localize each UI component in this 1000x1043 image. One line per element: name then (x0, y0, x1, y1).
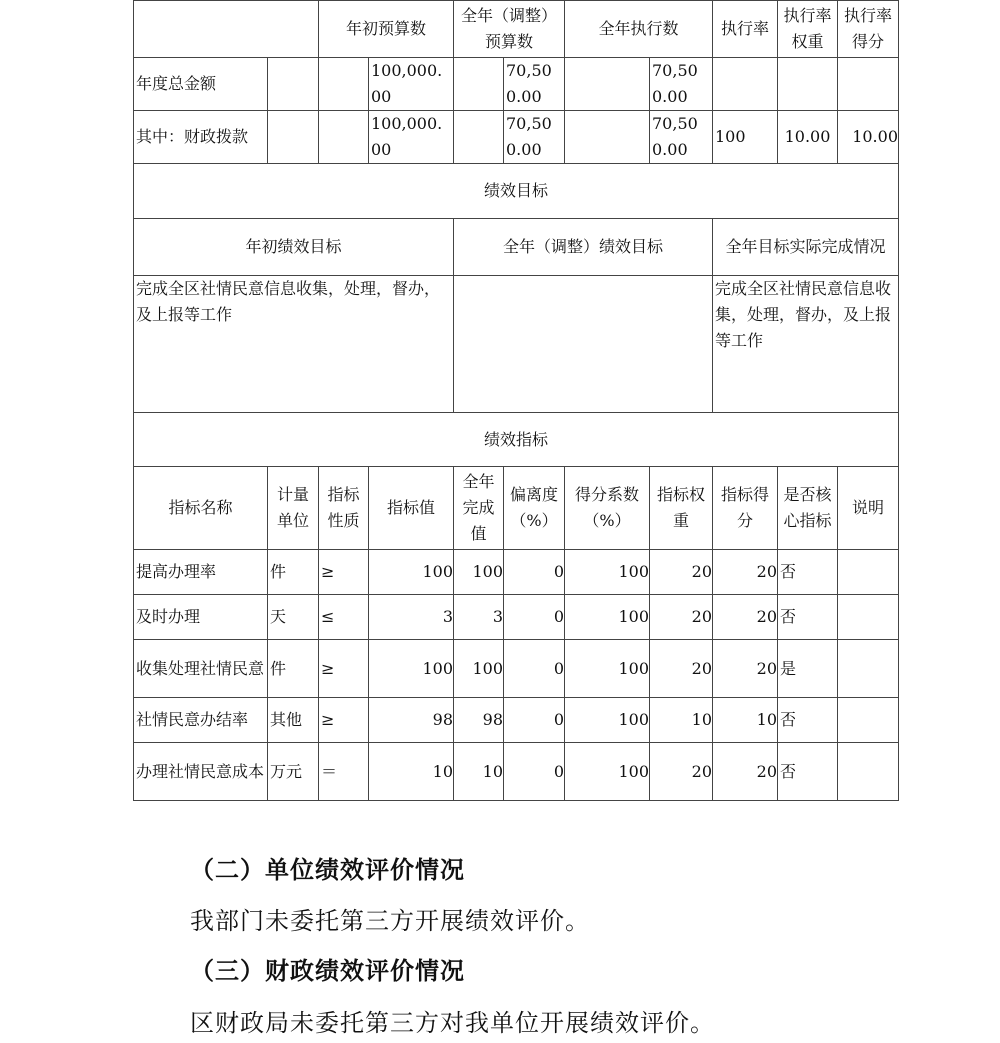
indicator-header: 全年完成值 (454, 467, 504, 550)
indicator-name: 提高办理率 (134, 550, 268, 595)
budget-adjusted-value: 70,500.00 (504, 58, 565, 111)
indicator-row (134, 640, 899, 698)
budget-row-label: 其中：财政拨款 (134, 111, 268, 164)
indicator-unit: 天 (268, 595, 319, 640)
indicator-header: 指标得分 (713, 467, 778, 550)
performance-table (133, 0, 899, 801)
budget-header-blank (134, 1, 319, 58)
goals-section-title: 绩效目标 (134, 164, 899, 219)
indicator-weight: 20 (650, 595, 713, 640)
indicator-coefficient: 100 (565, 595, 650, 640)
indicator-nature: ≥ (319, 550, 369, 595)
indicator-deviation: 0 (504, 550, 565, 595)
indicator-nature: ≥ (319, 698, 369, 743)
budget-initial-value: 100,000.00 (369, 111, 454, 164)
indicator-header: 说明 (838, 467, 899, 550)
indicator-core: 否 (778, 595, 838, 640)
budget-blank-cell (454, 58, 504, 111)
indicator-weight: 10 (650, 698, 713, 743)
indicator-note (838, 595, 899, 640)
indicators-header-row (134, 467, 899, 550)
indicator-header: 是否核心指标 (778, 467, 838, 550)
adjusted-goal-text (454, 276, 713, 413)
indicator-header: 计量单位 (268, 467, 319, 550)
goals-header-row (134, 219, 899, 276)
actual-completion-header: 全年目标实际完成情况 (713, 219, 899, 276)
indicator-actual: 100 (454, 640, 504, 698)
indicator-score: 20 (713, 550, 778, 595)
indicator-actual: 3 (454, 595, 504, 640)
initial-goal-header: 年初绩效目标 (134, 219, 454, 276)
budget-score-value: 10.00 (838, 111, 899, 164)
indicator-nature: ≤ (319, 595, 369, 640)
execution-rate-header: 执行率 (713, 1, 778, 58)
unit-eval-text: 我部门未委托第三方开展绩效评价。 (190, 907, 590, 935)
indicator-score: 20 (713, 640, 778, 698)
budget-executed-value: 70,500.00 (650, 58, 713, 111)
budget-blank-cell (268, 58, 319, 111)
indicator-row (134, 595, 899, 640)
indicator-weight: 20 (650, 550, 713, 595)
rate-score-header: 执行率得分 (838, 1, 899, 58)
budget-score-value (838, 58, 899, 111)
indicators-title-row (134, 413, 899, 467)
indicator-deviation: 0 (504, 595, 565, 640)
goals-title-row (134, 164, 899, 219)
indicator-header: 指标性质 (319, 467, 369, 550)
budget-row (134, 111, 899, 164)
budget-row (134, 58, 899, 111)
indicator-core: 否 (778, 550, 838, 595)
indicator-note (838, 640, 899, 698)
indicator-score: 10 (713, 698, 778, 743)
initial-budget-header: 年初预算数 (319, 1, 454, 58)
indicators-section-title: 绩效指标 (134, 413, 899, 467)
finance-eval-text: 区财政局未委托第三方对我单位开展绩效评价。 (190, 1009, 715, 1037)
indicator-target: 98 (369, 698, 454, 743)
indicator-name: 及时办理 (134, 595, 268, 640)
budget-row-label: 年度总金额 (134, 58, 268, 111)
indicator-name: 社情民意办结率 (134, 698, 268, 743)
budget-executed-value: 70,500.00 (650, 111, 713, 164)
annual-execution-header: 全年执行数 (565, 1, 713, 58)
indicator-unit: 万元 (268, 743, 319, 801)
indicator-actual: 10 (454, 743, 504, 801)
budget-weight-value: 10.00 (778, 111, 838, 164)
indicator-coefficient: 100 (565, 743, 650, 801)
indicator-target: 100 (369, 640, 454, 698)
budget-adjusted-value: 70,500.00 (504, 111, 565, 164)
indicator-core: 否 (778, 698, 838, 743)
indicator-header: 得分系数（%） (565, 467, 650, 550)
indicator-core: 否 (778, 743, 838, 801)
indicator-deviation: 0 (504, 698, 565, 743)
adjusted-budget-header: 全年（调整）预算数 (454, 1, 565, 58)
indicator-header: 指标名称 (134, 467, 268, 550)
indicator-actual: 100 (454, 550, 504, 595)
budget-blank-cell (565, 58, 650, 111)
indicator-target: 100 (369, 550, 454, 595)
indicator-target: 10 (369, 743, 454, 801)
indicator-name: 收集处理社情民意 (134, 640, 268, 698)
indicator-coefficient: 100 (565, 698, 650, 743)
indicator-unit: 件 (268, 550, 319, 595)
indicator-note (838, 698, 899, 743)
goals-content-row (134, 276, 899, 413)
indicator-coefficient: 100 (565, 550, 650, 595)
indicator-row (134, 550, 899, 595)
indicator-core: 是 (778, 640, 838, 698)
initial-goal-text: 完成全区社情民意信息收集，处理，督办，及上报等工作 (134, 276, 454, 413)
indicator-note (838, 550, 899, 595)
budget-blank-cell (319, 111, 369, 164)
actual-completion-text: 完成全区社情民意信息收集，处理，督办，及上报等工作 (713, 276, 899, 413)
indicator-coefficient: 100 (565, 640, 650, 698)
indicator-row (134, 743, 899, 801)
indicator-deviation: 0 (504, 640, 565, 698)
indicator-name: 办理社情民意成本 (134, 743, 268, 801)
indicator-nature: ＝ (319, 743, 369, 801)
unit-eval-heading: （二）单位绩效评价情况 (190, 855, 465, 884)
indicator-unit: 其他 (268, 698, 319, 743)
indicator-deviation: 0 (504, 743, 565, 801)
indicator-header: 指标值 (369, 467, 454, 550)
indicator-header: 指标权重 (650, 467, 713, 550)
budget-blank-cell (454, 111, 504, 164)
indicator-score: 20 (713, 595, 778, 640)
indicator-actual: 98 (454, 698, 504, 743)
indicator-weight: 20 (650, 743, 713, 801)
rate-weight-header: 执行率权重 (778, 1, 838, 58)
indicator-unit: 件 (268, 640, 319, 698)
indicator-score: 20 (713, 743, 778, 801)
budget-blank-cell (268, 111, 319, 164)
finance-eval-heading: （三）财政绩效评价情况 (190, 956, 465, 985)
budget-blank-cell (565, 111, 650, 164)
budget-blank-cell (319, 58, 369, 111)
indicator-note (838, 743, 899, 801)
budget-weight-value (778, 58, 838, 111)
indicator-weight: 20 (650, 640, 713, 698)
adjusted-goal-header: 全年（调整）绩效目标 (454, 219, 713, 276)
budget-initial-value: 100,000.00 (369, 58, 454, 111)
indicator-target: 3 (369, 595, 454, 640)
indicator-row (134, 698, 899, 743)
budget-header-row (134, 1, 899, 58)
budget-rate-value: 100 (713, 111, 778, 164)
indicator-header: 偏离度（%） (504, 467, 565, 550)
budget-rate-value (713, 58, 778, 111)
indicator-nature: ≥ (319, 640, 369, 698)
